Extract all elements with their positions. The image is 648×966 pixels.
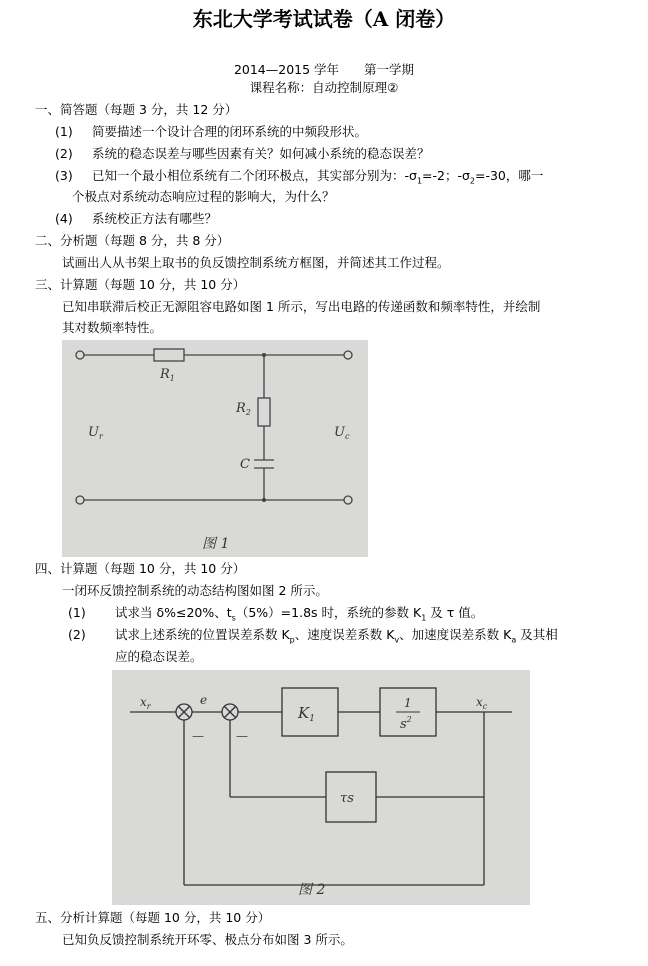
label-r1: $R_1$: [160, 367, 175, 383]
q-number: (1): [68, 605, 86, 620]
q-number: (3): [55, 168, 73, 183]
course-name: 课程名称：自动控制原理②: [249, 80, 399, 95]
q-number: (1): [55, 124, 73, 139]
figure-1-caption: 图 1: [202, 536, 230, 552]
question-text: 应的稳态误差。: [115, 649, 203, 664]
label-uc: $U_c$: [334, 425, 350, 441]
t: =-2；-σ: [422, 168, 470, 183]
t: 及其相: [516, 627, 558, 642]
figure-2-caption: 图 2: [298, 882, 326, 898]
question-text: [115, 605, 483, 627]
question-text: 其对数频率特性。: [62, 320, 163, 335]
section-5-heading: 五、分析计算题（每题 10 分，共 10 分）: [35, 910, 271, 925]
question-text: 试画出人从书架上取书的负反馈控制系统方框图，并简述其工作过程。: [62, 255, 450, 270]
block-k1: $K_1$: [298, 704, 315, 724]
t: 已知一个最小相位系统有二个闭环极点，其实部分别为：-σ: [92, 168, 417, 183]
question-text: 系统的稳态误差与哪些因素有关？如何减小系统的稳态误差？: [92, 146, 430, 161]
question-text: [115, 627, 558, 649]
exam-title: 东北大学考试试卷（A 闭卷）: [192, 7, 456, 31]
sub: 2: [469, 176, 475, 186]
block-num: 1: [404, 696, 412, 710]
section-1-heading: 一、简答题（每题 3 分，共 12 分）: [35, 102, 238, 117]
minus-sign: —: [236, 729, 248, 743]
section-2-heading: 二、分析题（每题 8 分，共 8 分）: [35, 233, 230, 248]
label-xc: $x_c$: [476, 695, 488, 711]
sub: a: [511, 635, 517, 645]
t: 、速度误差系数 K: [294, 627, 395, 642]
t: 、加速度误差系数 K: [399, 627, 512, 642]
figure-2-block-diagram: [112, 670, 530, 905]
sub: 1: [416, 176, 423, 186]
label-r2: $R_2$: [236, 401, 251, 417]
question-text: [92, 168, 543, 190]
figure-1-circuit: [62, 340, 368, 557]
q-number: (4): [55, 211, 73, 226]
question-text: 已知串联滞后校正无源阻容电路如图 1 所示，写出电路的传递函数和频率特性，并绘制: [62, 299, 541, 314]
sub: s: [231, 613, 236, 623]
block-den: $s^2$: [400, 715, 412, 732]
question-text: 简要描述一个设计合理的闭环系统的中频段形状。: [92, 124, 368, 139]
t: 及 τ 值。: [426, 605, 484, 620]
t: 试求上述系统的位置误差系数 K: [115, 627, 290, 642]
q-number: (2): [68, 627, 86, 642]
section-3-heading: 三、计算题（每题 10 分，共 10 分）: [35, 277, 246, 292]
question-text: 系统校正方法有哪些？: [92, 211, 218, 226]
section-4-heading: 四、计算题（每题 10 分，共 10 分）: [35, 561, 246, 576]
label-e: e: [200, 693, 208, 707]
t: 试求当 δ%≤20%、t: [115, 605, 232, 620]
q-number: (2): [55, 146, 73, 161]
t: （5%）=1.8s 时，系统的参数 K: [235, 605, 422, 620]
minus-sign: —: [192, 729, 204, 743]
question-text: 个极点对系统动态响应过程的影响大，为什么？: [72, 189, 335, 204]
question-text: 一闭环反馈控制系统的动态结构图如图 2 所示。: [62, 583, 328, 598]
label-xr: $x_r$: [140, 695, 151, 711]
t: =-30，哪一: [475, 168, 544, 183]
label-c: C: [240, 457, 250, 472]
block-tau-s: τs: [340, 791, 354, 806]
sub: 1: [421, 613, 427, 623]
term: 2014—2015 学年 第一学期: [233, 62, 415, 77]
sub: v: [394, 635, 400, 645]
sub: p: [289, 635, 295, 645]
label-ur: $U_r$: [88, 425, 103, 441]
question-text: 已知负反馈控制系统开环零、极点分布如图 3 所示。: [62, 932, 353, 947]
